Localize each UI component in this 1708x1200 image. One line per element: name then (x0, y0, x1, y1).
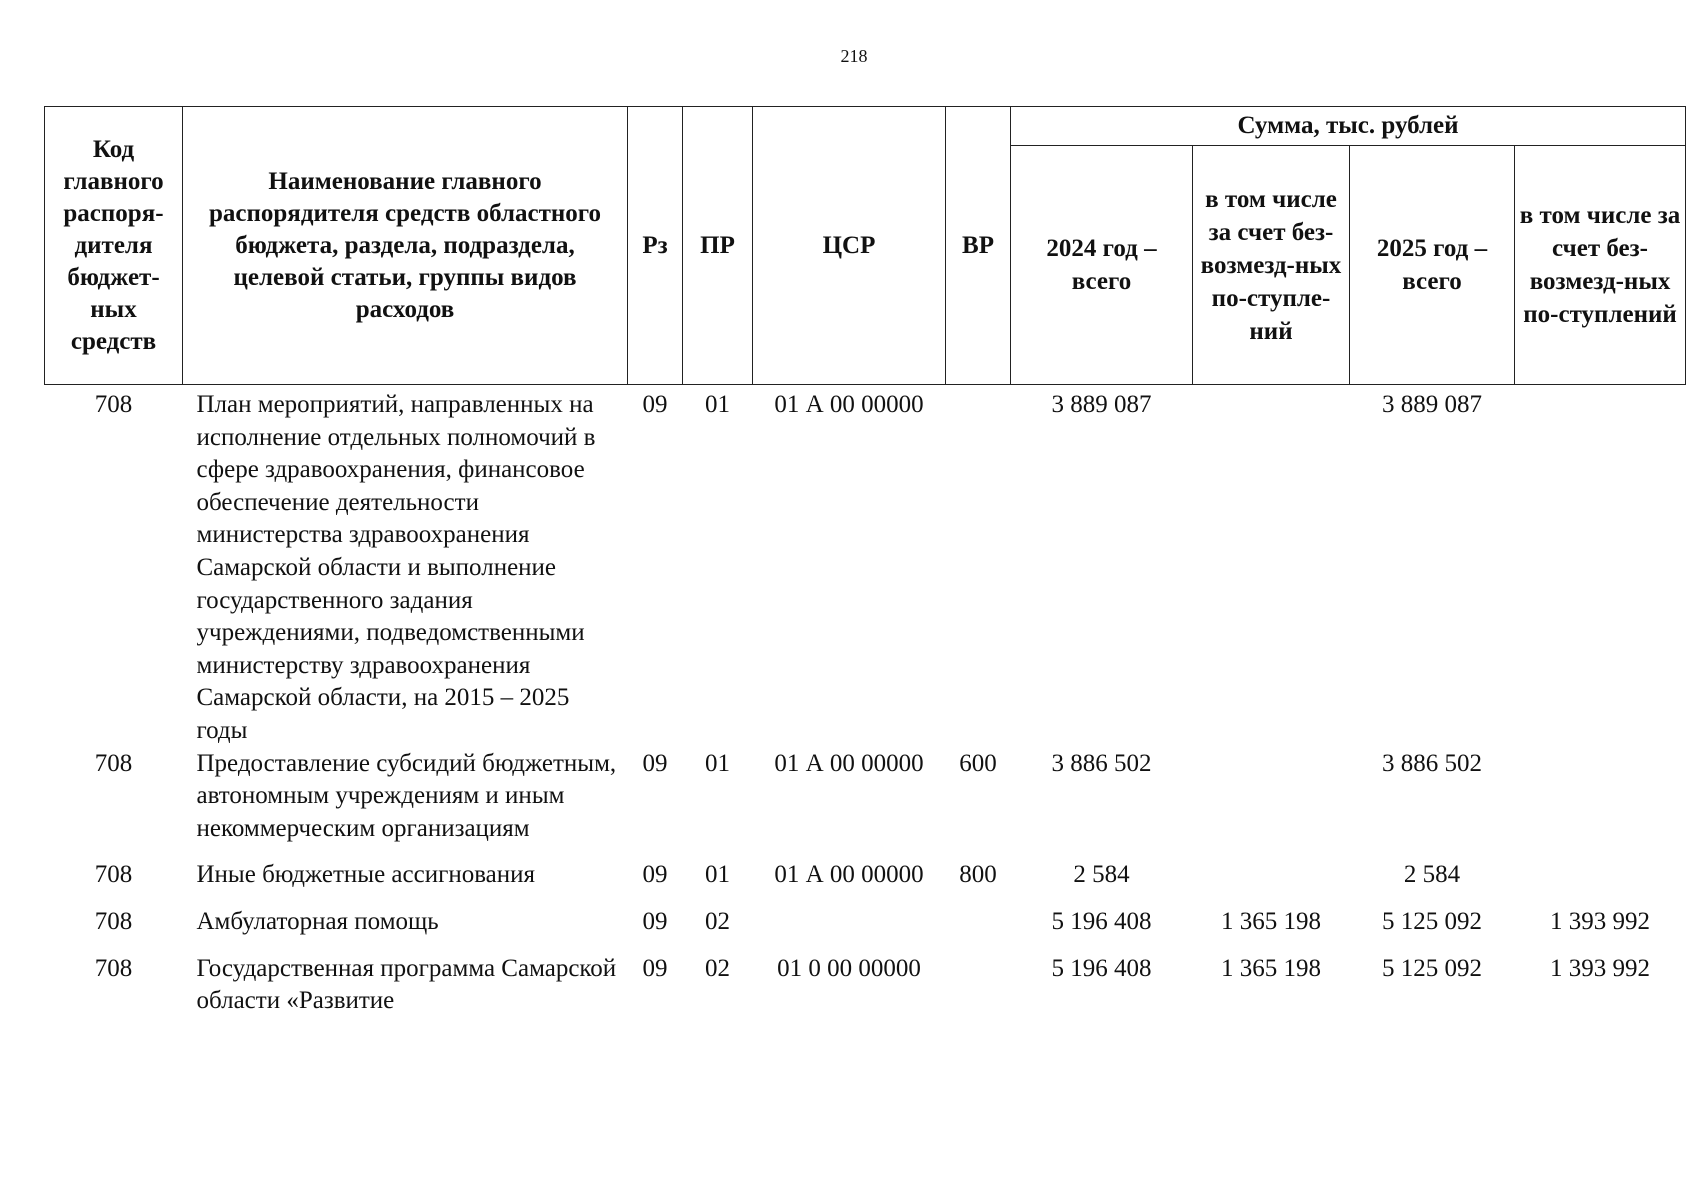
table-row (45, 939, 1686, 1018)
header-sum: Сумма, тыс. рублей (1011, 107, 1686, 146)
cell-2025-total: 5 125 092 (1382, 907, 1482, 935)
cell-code: 708 (94, 954, 133, 982)
cell-rz: 09 (642, 749, 668, 777)
cell-csr: 01 0 00 00000 (777, 954, 921, 982)
table-row (45, 748, 1686, 846)
cell-vr (946, 892, 1011, 939)
header-csr: ЦСР (753, 107, 946, 385)
table-row (45, 892, 1686, 939)
cell-rz: 09 (642, 954, 668, 982)
cell-code: 708 (94, 749, 133, 777)
header-pr: ПР (683, 107, 753, 385)
cell-name: План мероприятий, направленных на исполнение отдельных полномочий в сфере здравоохранения, финансовое обеспечение деятельности министерства здравоохранения Самарской области и выполнение государственного задания учреждениями, подведомственными министерству здравоохранения Самарской области, на 2015 – 2025 годы (196, 391, 596, 744)
cell-csr: 01 А 00 00000 (774, 861, 924, 889)
cell-code: 708 (94, 907, 133, 935)
page-number: 218 (840, 46, 868, 66)
cell-csr (753, 892, 946, 939)
header-2025-total: 2025 год – всего (1350, 146, 1515, 385)
cell-vr: 800 (959, 861, 997, 889)
cell-name: Государственная программа Самарской области «Развитие (196, 954, 617, 1015)
table-row (45, 845, 1686, 892)
cell-pr: 01 (705, 749, 730, 777)
header-2024-total: 2024 год – всего (1011, 146, 1193, 385)
cell-2024-incl: 1 365 198 (1221, 954, 1321, 982)
cell-vr: 600 (959, 749, 997, 777)
cell-2025-incl (1515, 748, 1686, 846)
budget-table (44, 106, 1686, 1018)
cell-vr (946, 939, 1011, 1018)
cell-rz: 09 (642, 391, 668, 418)
cell-2025-incl: 1 393 992 (1550, 954, 1651, 982)
cell-2024-incl (1193, 845, 1350, 892)
header-name: Наименование главного распорядителя средств областного бюджета, раздела, подраздела, целевой статьи, группы видов расходов (183, 107, 628, 385)
cell-2025-total: 5 125 092 (1382, 954, 1482, 982)
cell-2024-incl (1193, 748, 1350, 846)
cell-name: Иные бюджетные ассигнования (196, 861, 536, 889)
cell-csr: 01 А 00 00000 (774, 391, 924, 418)
cell-2025-incl (1515, 385, 1686, 748)
header-vr: ВР (946, 107, 1011, 385)
cell-2024-total: 3 889 087 (1051, 391, 1152, 418)
cell-name: Предоставление субсидий бюджетным, автономным учреждениям и иным некоммерческим организациям (196, 749, 617, 842)
header-2024-incl: в том числе за счет без-возмезд-ных по-ступле-ний (1193, 146, 1350, 385)
header-2025-incl: в том числе за счет без-возмезд-ных по-ступлений (1515, 146, 1686, 385)
cell-2025-total: 2 584 (1403, 861, 1461, 889)
cell-pr: 01 (705, 391, 730, 418)
cell-2024-total: 3 886 502 (1051, 749, 1152, 777)
cell-2025-total: 3 889 087 (1382, 391, 1482, 418)
cell-2024-total: 5 196 408 (1051, 954, 1152, 982)
cell-rz: 09 (642, 861, 668, 889)
cell-code: 708 (94, 391, 133, 418)
cell-2025-total: 3 886 502 (1382, 749, 1482, 777)
cell-pr: 02 (705, 907, 730, 935)
cell-name: Амбулаторная помощь (196, 907, 439, 935)
cell-csr: 01 А 00 00000 (774, 749, 924, 777)
cell-pr: 01 (705, 861, 730, 889)
header-code: Код главного распоря-дителя бюджет-ных средств (45, 107, 183, 385)
table-row (45, 385, 1686, 748)
header-rz: Рз (628, 107, 683, 385)
cell-code: 708 (94, 861, 133, 889)
cell-2024-incl: 1 365 198 (1221, 907, 1321, 935)
cell-2025-incl (1515, 845, 1686, 892)
cell-2024-total: 5 196 408 (1051, 907, 1152, 935)
cell-2024-incl (1193, 385, 1350, 748)
cell-2025-incl: 1 393 992 (1550, 907, 1651, 935)
cell-rz: 09 (642, 907, 668, 935)
cell-2024-total: 2 584 (1073, 861, 1130, 889)
cell-pr: 02 (705, 954, 730, 982)
cell-vr (946, 385, 1011, 748)
